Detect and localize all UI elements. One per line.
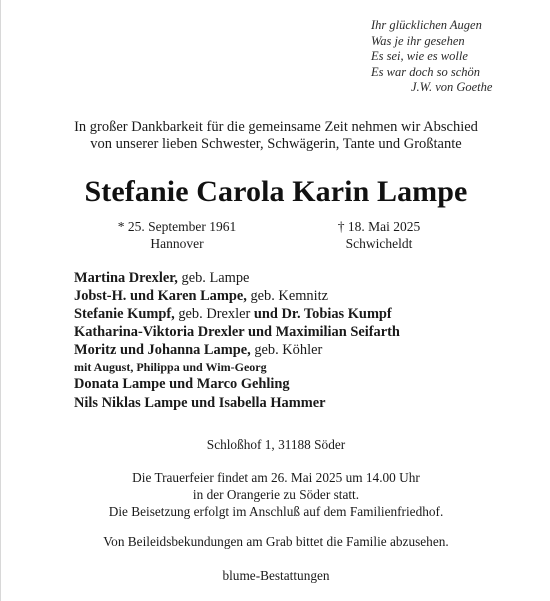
deceased-name: Stefanie Carola Karin Lampe — [84, 175, 468, 208]
mourner-note: geb. Lampe — [177, 270, 250, 286]
undertaker-name: blume-Bestattungen — [222, 568, 330, 583]
poem-line: Ihr glücklichen Augen — [371, 18, 482, 32]
death-info — [279, 218, 479, 252]
mourner-name: und Dr. Tobias Kumpf — [253, 306, 392, 323]
mourner-name: Jobst-H. und Karen Lampe, — [74, 288, 247, 305]
goethe-poem — [371, 18, 546, 96]
poem-author: J.W. von Goethe — [411, 80, 493, 95]
condolence-note: Von Beileidsbekundungen am Grab bittet die Familie abzusehen. — [103, 534, 449, 549]
poem-line: Was je ihr gesehen — [371, 33, 465, 48]
mourner-row — [74, 394, 400, 412]
poem-line: Es sei, wie es wolle — [371, 49, 468, 64]
death-place: Schwicheldt — [345, 236, 413, 251]
poem-line: Es war doch so schön — [371, 64, 481, 79]
family-address: Schloßhof 1, 31188 Söder — [206, 437, 346, 452]
birth-date: * 25. September 1961 — [117, 219, 237, 234]
intro-text — [1, 119, 550, 153]
mourner-note: geb. Köhler — [250, 342, 323, 359]
mourner-children: mit August, Philippa und Wim-Georg — [74, 360, 267, 375]
funeral-line: Die Trauerfeier findet am 26. Mai 2025 um 14.00 Uhr — [132, 470, 420, 485]
birth-info — [77, 218, 277, 252]
mourner-name: Katharina-Viktoria Drexler und Maximilian Seifarth — [74, 324, 400, 341]
intro-line: In großer Dankbarkeit für die gemeinsame Zeit nehmen wir Abschied — [74, 119, 478, 135]
mourners-list — [74, 269, 400, 412]
mourner-name: Moritz und Johanna Lampe, — [74, 342, 251, 359]
mourner-row — [74, 323, 400, 341]
death-date: † 18. Mai 2025 — [337, 219, 421, 234]
intro-line: von unserer lieben Schwester, Schwägerin, Tante und Großtante — [90, 136, 462, 152]
mourner-note: geb. Kemnitz — [246, 288, 328, 305]
mourner-row — [74, 305, 400, 323]
funeral-line: Die Beisetzung erfolgt im Anschluß auf dem Familienfriedhof. — [108, 503, 444, 519]
mourner-row — [74, 341, 400, 359]
mourner-row — [74, 375, 400, 393]
funeral-details — [1, 470, 550, 520]
funeral-line: in der Orangerie zu Söder statt. — [192, 486, 360, 502]
mourner-row — [74, 287, 400, 305]
mourner-note: geb. Drexler — [174, 306, 254, 323]
mourner-row — [74, 269, 400, 287]
mourner-name: Donata Lampe und Marco Gehling — [74, 376, 290, 393]
mourner-name: Martina Drexler, — [74, 270, 178, 286]
mourner-name: Nils Niklas Lampe und Isabella Hammer — [74, 394, 326, 411]
mourner-name: Stefanie Kumpf, — [74, 306, 175, 323]
birth-place: Hannover — [150, 236, 204, 251]
